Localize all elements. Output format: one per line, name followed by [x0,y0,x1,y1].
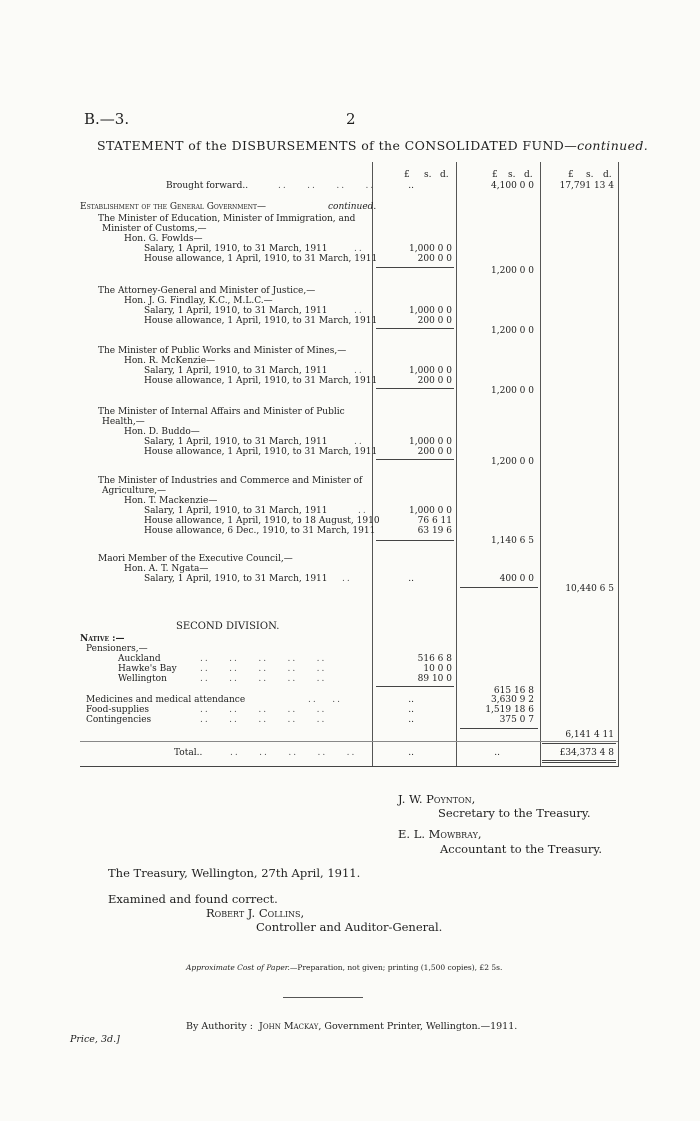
subtotal-row: 1,200 0 0 [491,266,534,276]
column-headings: £ s. d. £ s. d. £ s. d. [404,170,612,180]
member-name: Hon. A. T. Ngata— [124,564,209,574]
minister-name: Hon. J. G. Findlay, K.C., M.L.C.— [124,296,273,306]
section-heading: Establishment of the General Government— continued. [80,202,377,212]
treasury-line: The Treasury, Wellington, 27th April, 1911. [108,866,361,880]
cost-note: Approximate Cost of Paper.—Preparation, not given; printing (1,500 copies), £2 5s. [186,963,503,972]
controller-role: Controller and Auditor-General. [256,920,443,934]
divider [283,997,363,998]
subtotal-row: 1,200 0 0 [491,457,534,467]
document-reference: B.—3. [84,110,130,128]
line-item: Salary, 1 April, 1910, to 31 March, 1911 .. 1,000 0 0 [144,437,452,447]
subtotal-row: 1,200 0 0 [491,326,534,336]
subtotal-row: 1,140 6 5 [491,536,534,546]
disbursement-statement [80,162,620,772]
pension-row: Hawke's Bay .. .. .. .. .. 10 0 0 [118,664,452,674]
expense-row: Contingencies .. .. .. .. .. .. 375 0 7 [86,715,534,725]
line-item: House allowance, 1 April, 1910, to 31 March, 1911 200 0 0 [144,316,452,326]
grand-total-row: Total.. .. .. .. .. .. .. .. £34,373 4 8 [174,748,614,758]
line-item: Salary, 1 April, 1910, to 31 March, 1911 .. 1,000 0 0 [144,506,452,516]
division-heading: SECOND DIVISION. [176,621,280,632]
section-total-row: 10,440 6 5 [565,584,614,594]
line-item: Salary, 1 April, 1910, to 31 March, 1911 .. 1,000 0 0 [144,244,452,254]
brought-forward-row: Brought forward.. .. .. .. .. .. 4,100 0 0 17,791 13 4 [166,181,614,191]
line-item: House allowance, 1 April, 1910, to 31 March, 1911 200 0 0 [144,376,452,386]
expense-row: Food-supplies .. .. .. .. .. .. 1,519 18 6 [86,705,534,715]
minister-title: The Minister of Internal Affairs and Minister of Public [98,407,345,417]
pension-row: Auckland .. .. .. .. .. 516 6 8 [118,654,452,664]
section-total-row: 6,141 4 11 [565,730,614,740]
signatory-name: J. W. Poynton, [398,792,476,806]
line-item: House allowance, 6 Dec., 1910, to 31 March, 1911 63 19 6 [144,526,452,536]
expense-row: Medicines and medical attendance .. .. .. 3,630 9 2 [86,695,534,705]
minister-name: Hon. R. McKenzie— [124,356,216,366]
examined-line: Examined and found correct. [108,892,278,906]
line-item: Salary, 1 April, 1910, to 31 March, 1911 .. 1,000 0 0 [144,366,452,376]
signatory-name: E. L. Mowbray, [398,827,482,841]
minister-title: The Minister of Industries and Commerce and Minister of [98,476,363,486]
subtotal-row: 615 16 8 [493,686,534,696]
controller-name: Robert J. Collins, [206,906,305,920]
minister-name: Hon. G. Fowlds— [124,234,203,244]
signatory-role: Secretary to the Treasury. [438,806,591,820]
price: Price, 3d.] [70,1034,120,1045]
pension-row: Wellington .. .. .. .. .. 89 10 0 [118,674,452,684]
minister-title: The Minister of Education, Minister of Immigration, and [98,214,356,224]
minister-title: Agriculture,— [102,486,167,496]
line-item: Salary, 1 April, 1910, to 31 March, 1911 .. 1,000 0 0 [144,306,452,316]
line-item: House allowance, 1 April, 1910, to 31 March, 1911 200 0 0 [144,447,452,457]
minister-title: The Minister of Public Works and Minister of Mines,— [98,346,347,356]
minister-title: Minister of Customs,— [102,224,207,234]
line-item: House allowance, 1 April, 1910, to 18 August, 1910 76 6 11 [144,516,452,526]
minister-title: The Attorney-General and Minister of Justice,— [98,286,316,296]
pensioners-heading: Pensioners,— [86,644,148,654]
minister-name: Hon. T. Mackenzie— [124,496,218,506]
member-title: Maori Member of the Executive Council,— [98,554,293,564]
native-heading: Native :— [80,634,125,644]
page-number: 2 [346,110,356,128]
subtotal-row: 1,200 0 0 [491,386,534,396]
authority-line: By Authority : John Mackay, Government Printer, Wellington.—1911. [186,1021,518,1032]
statement-title: STATEMENT of the DISBURSEMENTS of the CONSOLIDATED FUND—continued. [97,138,649,153]
line-item: House allowance, 1 April, 1910, to 31 March, 1911 200 0 0 [144,254,452,264]
minister-name: Hon. D. Buddo— [124,427,200,437]
minister-title: Health,— [102,417,145,427]
signatory-role: Accountant to the Treasury. [440,842,603,856]
bottom-rule [80,766,618,767]
line-item: Salary, 1 April, 1910, to 31 March, 1911 .. .. 400 0 0 [144,574,534,584]
